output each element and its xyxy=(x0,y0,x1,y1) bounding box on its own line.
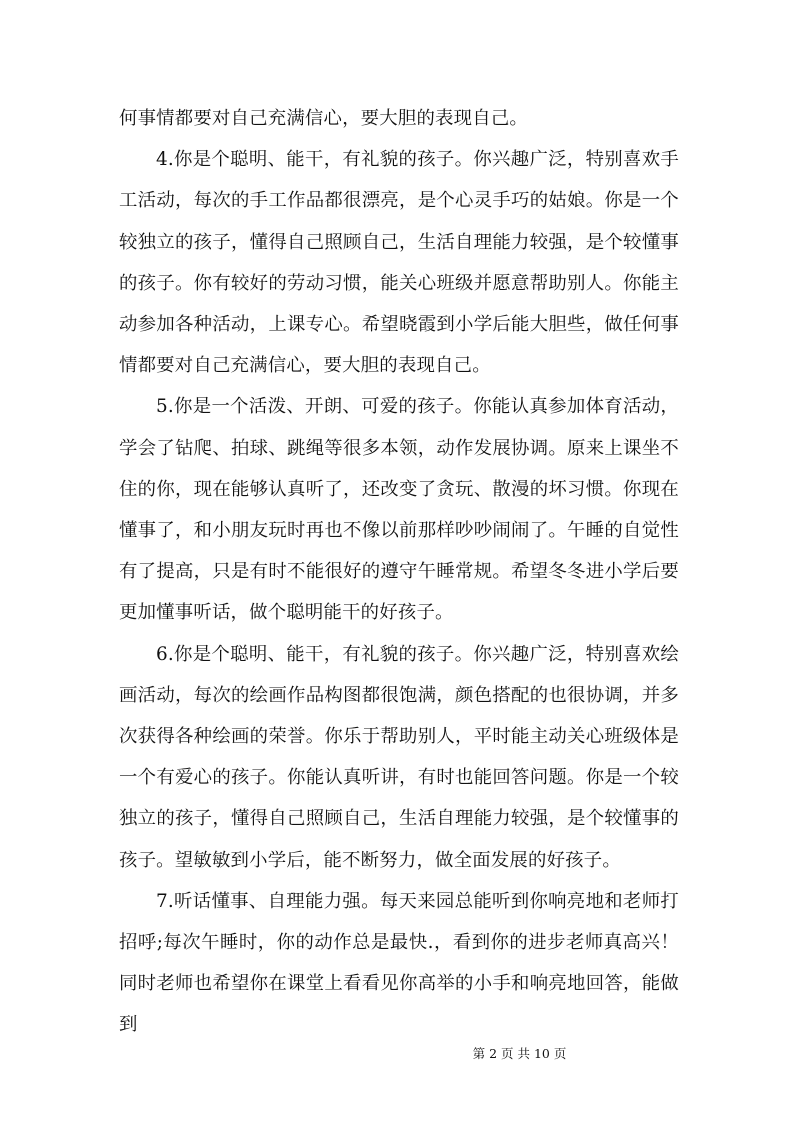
paragraph-item-7: 7.听话懂事、自理能力强。每天来园总能听到你响亮地和老师打招呼;每次午睡时，你的动作总是最快.，看到你的进步老师真高兴！同时老师也希望你在课堂上看看见你高举的小手和响亮地回答，能做到 xyxy=(119,890,679,1036)
paragraph-item-6: 6.你是个聪明、能干，有礼貌的孩子。你兴趣广泛，特别喜欢绘画活动，每次的绘画作品构图都很饱满，颜色搭配的也很协调，并多次获得各种绘画的荣誉。你乐于帮助别人，平时能主动关心班级体是一个有爱心的孩子。你能认真听讲，有时也能回答问题。你是一个较独立的孩子，懂得自己照顾自己，生活自理能力较强，是个较懂事的孩子。望敏敏到小学后，能不断努力，做全面发展的好孩子。 xyxy=(119,643,679,871)
page-number: 第 2 页 共 10 页 xyxy=(472,1046,567,1061)
page-footer xyxy=(0,1043,794,1062)
paragraph-item-5: 5.你是一个活泼、开朗、可爱的孩子。你能认真参加体育活动，学会了钻爬、拍球、跳绳等很多本领，动作发展协调。原来上课坐不住的你，现在能够认真听了，还改变了贪玩、散漫的坏习惯。你现在懂事了，和小朋友玩时再也不像以前那样吵吵闹闹了。午睡的自觉性有了提高，只是有时不能很好的遵守午睡常规。希望冬冬进小学后要更加懂事听话，做个聪明能干的好孩子。 xyxy=(119,396,679,624)
paragraph-item-4: 4.你是个聪明、能干，有礼貌的孩子。你兴趣广泛，特别喜欢手工活动，每次的手工作品都很漂亮，是个心灵手巧的姑娘。你是一个较独立的孩子，懂得自己照顾自己，生活自理能力较强，是个较懂事的孩子。你有较好的劳动习惯，能关心班级并愿意帮助别人。你能主动参加各种活动，上课专心。希望晓霞到小学后能大胆些，做任何事情都要对自己充满信心，要大胆的表现自己。 xyxy=(119,149,679,377)
paragraph-continuation: 何事情都要对自己充满信心，要大胆的表现自己。 xyxy=(119,108,528,129)
document-body xyxy=(119,98,679,1046)
